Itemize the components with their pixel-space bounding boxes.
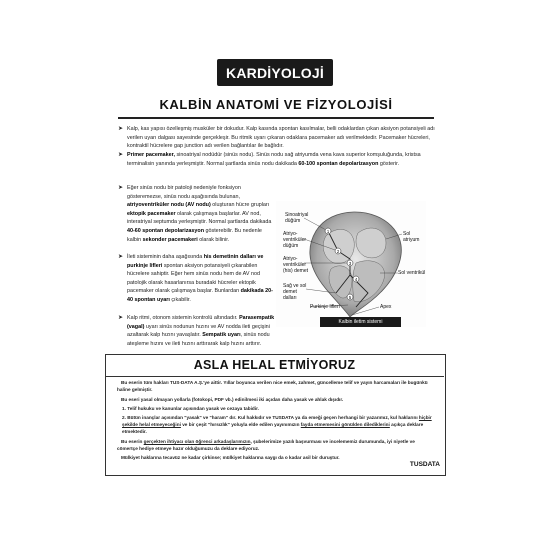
paragraph-1-text: Kalp, kas yapısı özelleşmiş musküler bir dokudur. Kalp kasında spontan kasılmalar, belli odaklardan çıkan aksiyon potansiyeli adı verilen uyarı dalgası sayesinde gerçekleşir. Bu ritmik uyarı çıkaran odaklara pacemaker adı verilmektedir. Pacemaker hücreleri, kontraktil hücrelere gap junction adı verilen bağlantılar ile bağlıdır. — [127, 126, 435, 150]
paragraph-5-b1: Parasempatik (vagal) — [127, 315, 275, 330]
notice-line-3a: Bu eserin — [121, 439, 144, 444]
label-apex: Apex — [380, 304, 392, 310]
marker-number: 2 — [336, 248, 340, 254]
heart-conduction-figure — [276, 201, 426, 327]
paragraph-4-b1: his demetinin dalları ve purkinje lifleri — [127, 254, 264, 269]
label-his-bundle: Atriyo-ventriküler (his) demet — [283, 256, 309, 274]
label-left-ventricle: Sol ventrikül — [398, 270, 426, 276]
bullet-icon: ➤ — [118, 126, 124, 132]
figure-caption: Kalbin iletim sistemi — [320, 317, 401, 327]
notice-item-2-underline-1: hiçbir şekilde helal etmeyeceğini — [122, 415, 432, 428]
paragraph-3-b2: ektopik pacemaker — [127, 210, 176, 217]
label-av-node: Atriyo-ventriküler düğüm — [283, 231, 307, 249]
paragraph-3-t5: olarak bilinir. — [197, 236, 230, 243]
paragraph-5-b2: Sempatik uyarı — [202, 332, 241, 339]
paragraph-5-t3: , sinüs nodu ateşleme hızını ve ileti hızını arttırarak kalp hızını arttırır. — [127, 332, 270, 347]
paragraph-3-t4: gösterebilir. Bu nedenle kalbin — [127, 227, 262, 243]
paragraph-3-b3: 40-60 spontan depolarizasyon — [127, 227, 204, 234]
paragraph-5-t2: uyarı sinüs nodunun hızını ve AV nodda ileti geçişini azaltarak kalp hızını yavaşlatır. — [127, 323, 270, 339]
paragraph-3-t3: olarak çalışmaya başlarlar. AV nod, interatriyal septumda yerleşmiştir. Normal şartlarda dakikada — [127, 210, 272, 226]
notice-line-3 — [117, 438, 435, 452]
notice-line-2: Bu eseri yasal olmayan yollarla (fotokopi, PDF vb.) edinilmesi iki açıdan daha yasak ve ahlak dışıdır. — [121, 397, 344, 402]
paragraph-2 — [127, 151, 435, 168]
bullet-icon: ➤ — [118, 254, 124, 260]
bullet-icon: ➤ — [118, 315, 124, 321]
paragraph-2-bold: 60-100 spontan depolarizasyon — [298, 160, 379, 167]
brand-name: TUSDATA — [409, 461, 440, 468]
marker-number: 4 — [354, 276, 358, 282]
notice-line-4: Mülkiyet haklarına tecavüz ne kadar çirkinse; mülkiyet haklarına saygı da o kadar asil bir duruştur. — [121, 455, 340, 460]
notice-item-2c: açıkça deklare etmektedir. — [122, 422, 424, 435]
marker-number: 3 — [348, 260, 352, 266]
paragraph-3-b4: sekonder pacemakeri — [142, 236, 198, 243]
bullet-icon: ➤ — [118, 185, 124, 191]
paragraph-4-t3: çıkabilir. — [169, 296, 191, 303]
label-left-atrium: Sol atriyum — [403, 231, 420, 243]
paragraph-5 — [127, 314, 277, 348]
paragraph-3-b1: atriyoventriküler nodu (AV nodu) — [127, 202, 211, 209]
paragraph-4-b2: dakikada 20-40 spontan uyarı — [127, 288, 273, 303]
notice-item-2 — [122, 414, 435, 436]
section-title: KALBİN ANATOMİ VE FİZYOLOJİSİ — [118, 97, 434, 119]
marker-number: 5 — [348, 294, 352, 300]
paragraph-1 — [127, 125, 435, 151]
label-bundle-branches: Sağ ve sol demet dalları — [283, 283, 307, 301]
notice-line-3b: , şubelerimize yazılı başvurması ve incelememiz durumunda, iyi niyetle ve cömertçe hediye etmeye hazır olduğumuzu da deklare ediyoruz. — [117, 439, 415, 452]
paragraph-5-t1: Kalp ritmi, otonom sistemin kontrolü altındadır. — [127, 315, 240, 321]
paragraph-3-t1: Eğer sinüs nodu bir patoloji nedeniyle fonksiyon gösteremezse, sinüs nodu aşağısında bulunan, — [127, 185, 241, 200]
paragraph-4 — [127, 253, 274, 305]
marker-number: 1 — [326, 228, 330, 234]
label-purkinje: Purkinje lifleri — [310, 304, 340, 310]
paragraph-2-lead: Primer pacemaker, — [127, 152, 175, 158]
notice-item-2b: ve bir çeşit "hırsızlık" yoluyla elde edilen yayınımızın — [180, 422, 301, 428]
bullet-icon: ➤ — [118, 152, 124, 158]
notice-line-3-underline: gerçekten ihtiyacı olan öğrenci arkadaşlarımızın — [143, 439, 251, 444]
paragraph-4-t1: İleti sisteminin daha aşağısında — [127, 254, 204, 260]
notice-item-2a: 2. Bütün inançlar açısından "yasak" ve "haram" dır. Kul hakkıdır ve TUSDATA ya da emeği geçen herhangi bir yazarımız, kul haklarını — [122, 415, 419, 420]
label-sinoatrial: Sinoatriyal düğüm — [285, 212, 309, 224]
paragraph-3-t2: oluşturan hücre grupları — [210, 202, 270, 209]
notice-title: ASLA HELAL ETMİYORUZ — [105, 354, 444, 377]
paragraph-2-tail: gösterir. — [378, 160, 400, 167]
paragraph-2-text: sinoatriyal nodüdür (sinüs nodu). Sinüs nodu sağ atriyumda vena kava superior komşuluğunda, kristsa terminalisin yanında yerleşmiştir. Normal şartlarda sinüs nodu dakikada — [127, 152, 421, 167]
paragraph-3 — [127, 184, 274, 244]
paragraph-4-t2: spontan aksiyon potansiyeli çıkarabilen hücrelere sahiptir. Eğer hem sinüs nodu hem de AV nod patolojik olarak hasarlanırsa buradaki hücreler ektopik pacemaker olarak çalışmaya başlar. Bunlardan — [127, 262, 260, 295]
notice-line-1: Bu eserin tüm hakları TUS-DATA A.Ş.'ye aittir. Yıllar boyunca verilen nice emek, zahmet, güncelleme telif ve yayın harcamaları ile bugünkü haline gelmiştir. — [117, 380, 428, 393]
chapter-banner: KARDİYOLOJİ — [217, 59, 333, 86]
notice-item-1: 1. Telif hukuku ve kanunlar açısından yasak ve cezaya tabidir. — [122, 406, 259, 411]
notice-item-2-underline-2: fayda etmemesini gönülden dilediklerini — [300, 422, 390, 428]
